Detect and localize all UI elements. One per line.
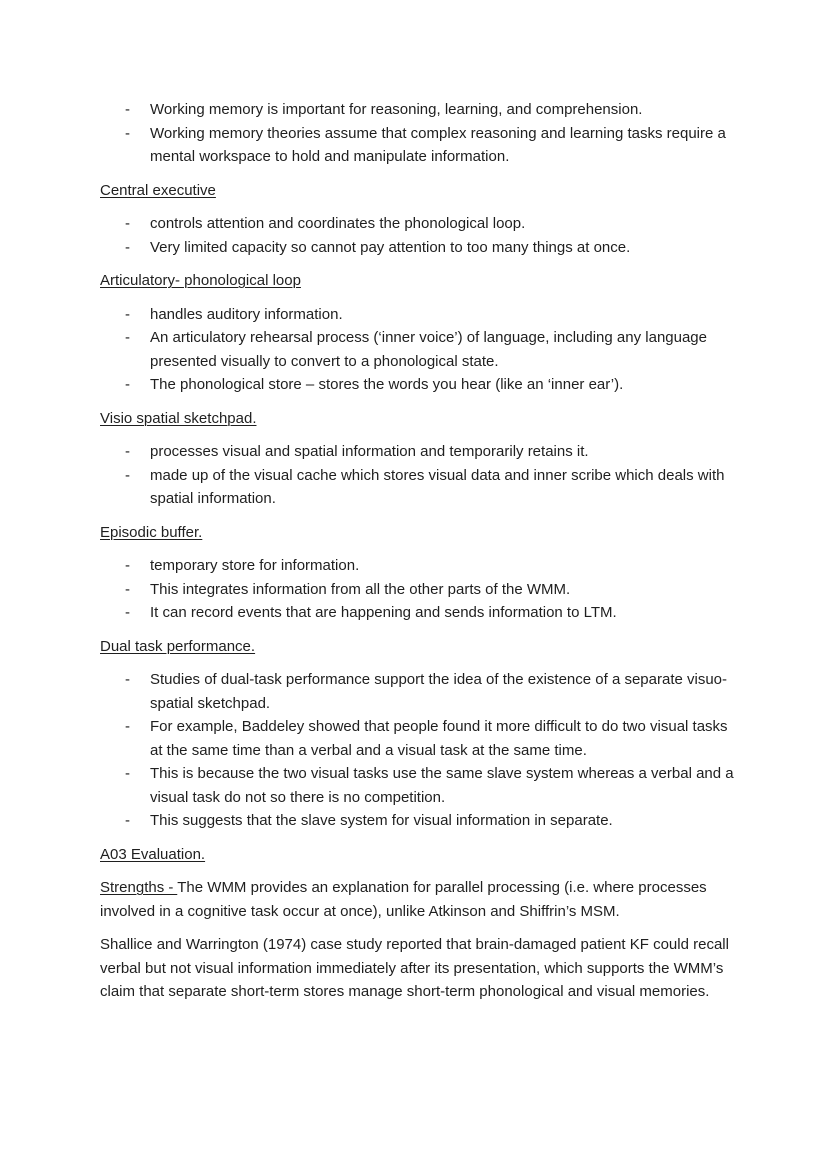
episodic-buffer-list [100, 554, 740, 625]
list-item-text: made up of the visual cache which stores visual data and inner scribe which deals with spatial information. [150, 466, 725, 507]
bullet-dash: - [125, 238, 130, 256]
bullet-dash: - [125, 718, 130, 735]
bullet-dash: - [125, 604, 130, 621]
list-item [100, 212, 740, 236]
bullet-dash: - [125, 466, 130, 484]
list-item-text: The phonological store – stores the words you hear (like an ‘inner ear’). [150, 376, 624, 393]
evaluation-heading: A03 Evaluation. [100, 845, 206, 863]
intro-list [100, 98, 740, 169]
bullet-dash: - [125, 215, 130, 232]
bullet-dash: - [125, 329, 130, 346]
list-item [100, 762, 740, 809]
list-item-text: This suggests that the slave system for visual information in separate. [150, 812, 613, 829]
list-item [100, 715, 740, 762]
bullet-dash: - [125, 124, 130, 142]
bullet-dash: - [125, 671, 130, 688]
strengths-paragraph [100, 876, 740, 923]
list-item-text: Very limited capacity so cannot pay attention to too many things at once. [150, 238, 631, 256]
list-item-text: temporary store for information. [150, 557, 360, 574]
case-study-paragraph: Shallice and Warrington (1974) case study reported that brain-damaged patient KF could recall verbal but not visual information immediately after its presentation, which supports the WMM’s claim that separate short-term stores manage short-term phonological and visual memories. [100, 936, 729, 1000]
phonological-loop-heading: Articulatory- phonological loop [100, 272, 301, 289]
list-item-text: Working memory is important for reasoning, learning, and comprehension. [150, 101, 643, 118]
strengths-label: Strengths - [100, 879, 178, 896]
bullet-dash: - [125, 101, 130, 118]
list-item-text: An articulatory rehearsal process (‘inner voice’) of language, including any language presented visually to convert to a phonological state. [150, 329, 707, 370]
list-item [100, 303, 740, 327]
sketchpad-list [100, 440, 740, 511]
bullet-dash: - [125, 812, 130, 829]
list-item [100, 554, 740, 578]
list-item-text: controls attention and coordinates the phonological loop. [150, 215, 526, 232]
list-item-text: It can record events that are happening and sends information to LTM. [150, 604, 617, 621]
list-item-text: handles auditory information. [150, 305, 343, 323]
list-item-text: processes visual and spatial information and temporarily retains it. [150, 443, 589, 460]
central-executive-list [100, 212, 740, 259]
list-item [100, 98, 740, 122]
sketchpad-heading: Visio spatial sketchpad. [100, 409, 257, 427]
bullet-dash: - [125, 376, 130, 393]
list-item [100, 578, 740, 602]
list-item [100, 373, 740, 397]
central-executive-heading: Central executive [100, 181, 216, 199]
list-item-text: Studies of dual-task performance support the idea of the existence of a separate visuo-spatial sketchpad. [150, 671, 728, 712]
list-item [100, 668, 740, 715]
list-item [100, 601, 740, 625]
bullet-dash: - [125, 580, 130, 598]
list-item-text: For example, Baddeley showed that people found it more difficult to do two visual tasks at the same time than a verbal and a visual task at the same time. [150, 718, 728, 759]
list-item [100, 440, 740, 464]
dual-task-heading: Dual task performance. [100, 637, 256, 655]
list-item [100, 464, 740, 511]
list-item-text: Working memory theories assume that complex reasoning and learning tasks require a mental workspace to hold and manipulate information. [150, 124, 726, 165]
list-item [100, 326, 740, 373]
document-content [100, 98, 740, 1014]
episodic-buffer-heading: Episodic buffer. [100, 523, 203, 541]
list-item-text: This integrates information from all the other parts of the WMM. [150, 580, 571, 598]
list-item-text: This is because the two visual tasks use the same slave system whereas a verbal and a visual task do not so there is no competition. [150, 765, 734, 806]
list-item [100, 809, 740, 833]
bullet-dash: - [125, 765, 130, 782]
strengths-text: The WMM provides an explanation for parallel processing (i.e. where processes involved in a cognitive task occur at once), unlike Atkinson and Shiffrin’s MSM. [100, 879, 707, 920]
list-item [100, 122, 740, 169]
dual-task-list [100, 668, 740, 833]
bullet-dash: - [125, 443, 130, 460]
phonological-loop-list [100, 303, 740, 397]
bullet-dash: - [125, 305, 130, 323]
list-item [100, 236, 740, 260]
bullet-dash: - [125, 557, 130, 574]
